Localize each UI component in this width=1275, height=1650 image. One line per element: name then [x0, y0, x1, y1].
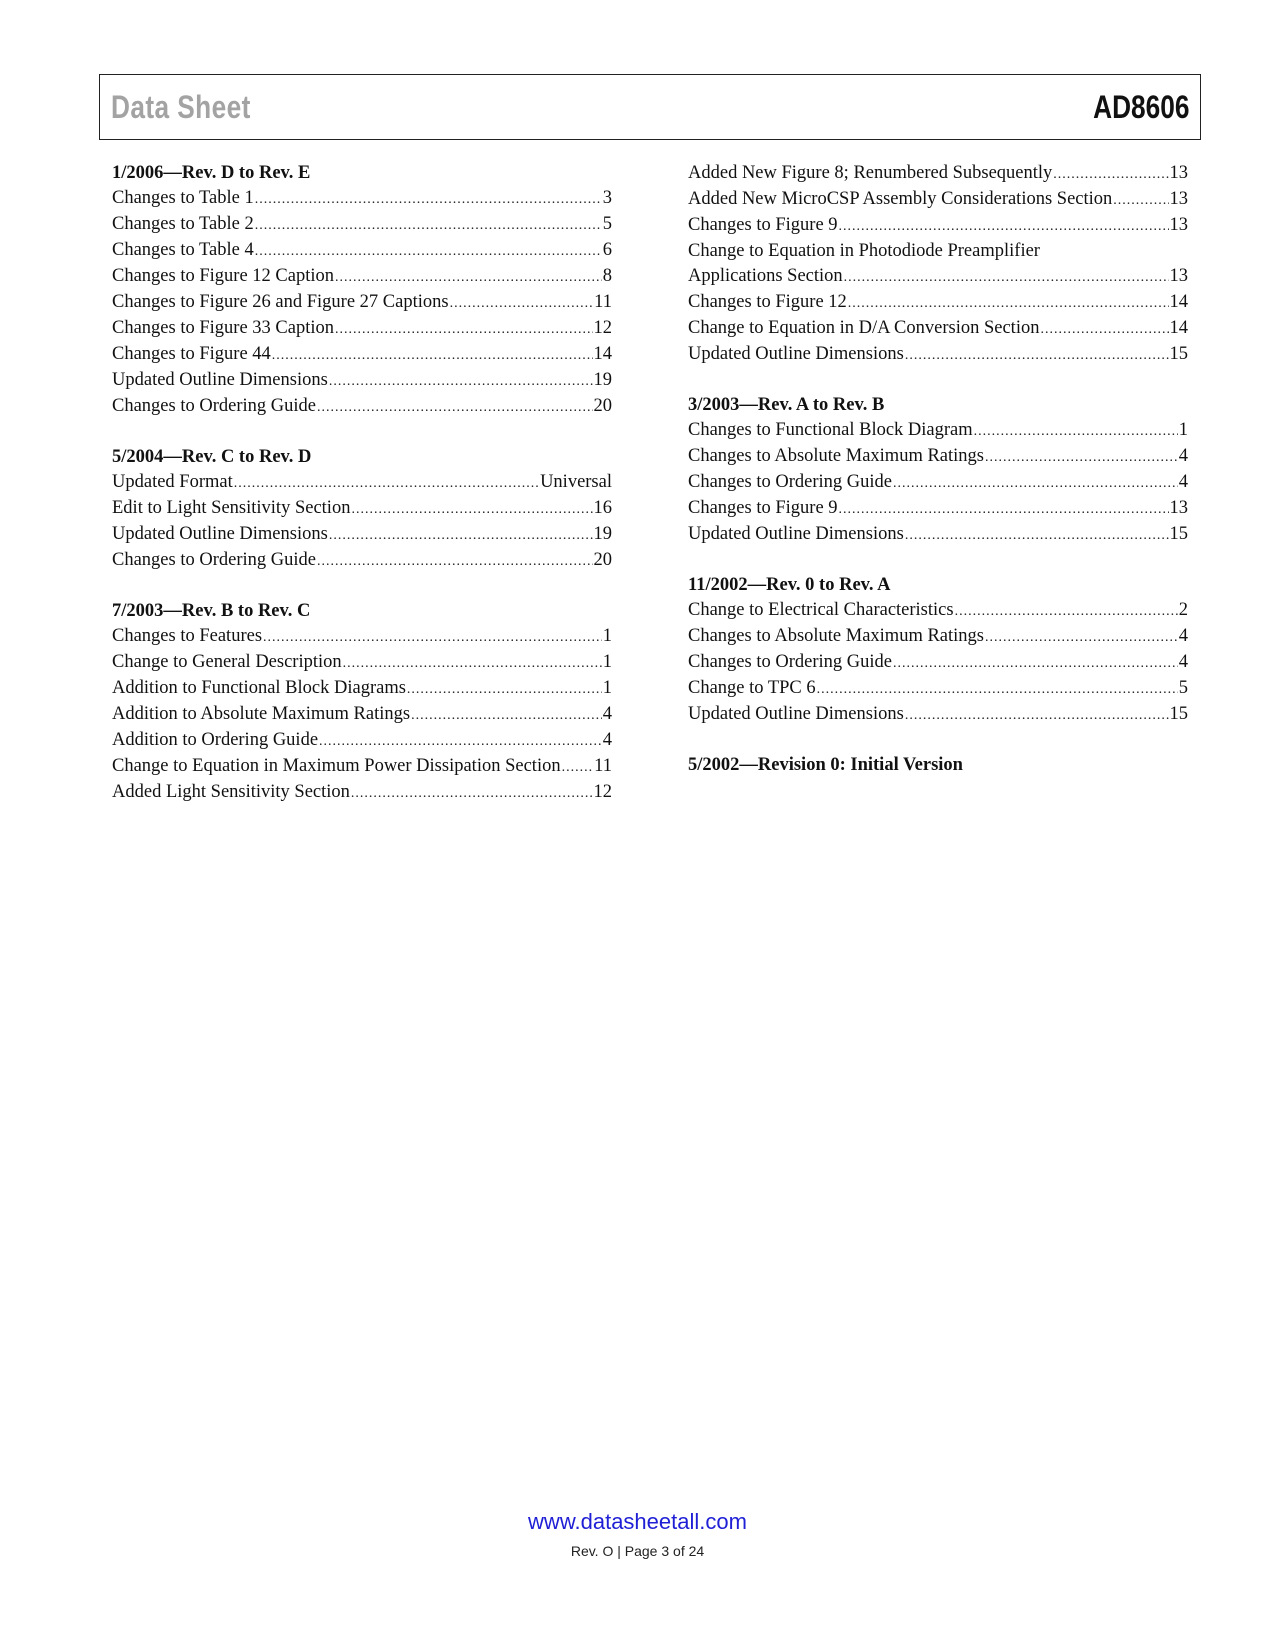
revision-entry-page: 14 — [593, 344, 612, 364]
revision-entry-label: Updated Outline Dimensions — [112, 370, 328, 390]
revision-entry-page: 4 — [1178, 446, 1188, 466]
revision-entry — [112, 290, 612, 316]
revision-entry — [688, 213, 1188, 239]
revision-entry — [688, 342, 1188, 368]
revision-entry-page: 1 — [602, 678, 612, 698]
revision-entry-label: Changes to Ordering Guide — [112, 396, 316, 416]
dot-leader — [319, 729, 602, 754]
revision-entry-page: 13 — [1169, 163, 1188, 183]
revision-entry — [112, 342, 612, 368]
revision-entry-label: Updated Format — [112, 472, 233, 492]
revision-entry — [688, 676, 1188, 702]
revision-entry-label: Applications Section — [688, 266, 843, 286]
dot-leader — [1040, 317, 1168, 342]
dot-leader — [335, 317, 593, 342]
revision-section-title: 11/2002—Rev. 0 to Rev. A — [688, 575, 891, 595]
revision-entry-page: 4 — [1178, 472, 1188, 492]
revision-entry — [688, 264, 1188, 290]
revision-entry-page: 15 — [1169, 524, 1188, 544]
revision-history-right-column — [688, 161, 1188, 803]
revision-entry-label: Changes to Ordering Guide — [112, 550, 316, 570]
revision-entry-page: 20 — [593, 550, 612, 570]
revision-entry — [112, 394, 612, 420]
revision-section — [112, 599, 612, 806]
revision-entry — [688, 187, 1188, 213]
revision-entry-page: 14 — [1169, 292, 1188, 312]
revision-entry — [112, 548, 612, 574]
dot-leader — [955, 599, 1178, 624]
dot-leader — [905, 703, 1169, 728]
revision-entry-page: Universal — [540, 472, 612, 492]
revision-entry — [688, 598, 1188, 624]
dot-leader — [407, 677, 602, 702]
dot-leader — [450, 291, 594, 316]
dot-leader — [255, 239, 602, 264]
revision-entry-page: 13 — [1169, 266, 1188, 286]
revision-section — [112, 445, 612, 574]
dot-leader — [817, 677, 1178, 702]
revision-entry-label: Updated Outline Dimensions — [688, 344, 904, 364]
revision-entry-page: 12 — [593, 782, 612, 802]
revision-entry-page: 5 — [1178, 678, 1188, 698]
revision-entry-page: 19 — [593, 370, 612, 390]
revision-entry — [688, 496, 1188, 522]
revision-entry — [688, 316, 1188, 342]
revision-history-left-column — [112, 161, 612, 831]
revision-entry-label: Added New MicroCSP Assembly Considerations Section — [688, 189, 1113, 209]
revision-entry-label: Changes to Figure 33 Caption — [112, 318, 334, 338]
revision-entry — [688, 470, 1188, 496]
dot-leader — [848, 291, 1169, 316]
revision-entry — [688, 444, 1188, 470]
dot-leader — [844, 265, 1169, 290]
revision-entry — [112, 238, 612, 264]
revision-entry-page: 4 — [602, 730, 612, 750]
revision-entry-label: Change to Electrical Characteristics — [688, 600, 954, 620]
revision-entry — [112, 264, 612, 290]
revision-entry-label: Changes to Figure 12 Caption — [112, 266, 334, 286]
revision-entry — [688, 702, 1188, 728]
revision-entry — [688, 418, 1188, 444]
revision-section-title: 3/2003—Rev. A to Rev. B — [688, 395, 885, 415]
revision-section-title: 5/2004—Rev. C to Rev. D — [112, 447, 312, 467]
revision-entry-page: 2 — [1178, 600, 1188, 620]
revision-entry-label: Change to Equation in D/A Conversion Section — [688, 318, 1040, 338]
revision-entry-label: Change to Equation in Maximum Power Dissipation Section — [112, 756, 561, 776]
revision-entry-page: 19 — [593, 524, 612, 544]
revision-section-title: 5/2002—Revision 0: Initial Version — [688, 755, 963, 775]
revision-entry-page: 20 — [593, 396, 612, 416]
revision-entry-page: 12 — [593, 318, 612, 338]
revision-entry-label: Changes to Table 4 — [112, 240, 254, 260]
dot-leader — [985, 625, 1178, 650]
revision-entry-label: Updated Outline Dimensions — [688, 524, 904, 544]
revision-section — [688, 753, 1188, 778]
revision-entry — [688, 161, 1188, 187]
revision-entry — [112, 368, 612, 394]
footer-website-link[interactable]: www.datasheetall.com — [528, 1509, 747, 1534]
dot-leader — [893, 651, 1178, 676]
revision-entry — [112, 676, 612, 702]
page-header — [99, 74, 1201, 140]
dot-leader — [839, 497, 1169, 522]
revision-section — [688, 393, 1188, 548]
revision-entry-label: Updated Outline Dimensions — [688, 704, 904, 724]
dot-leader — [263, 625, 602, 650]
revision-entry-page: 8 — [602, 266, 612, 286]
revision-entry-page: 13 — [1169, 189, 1188, 209]
revision-entry-label: Changes to Figure 9 — [688, 498, 838, 518]
revision-section — [688, 161, 1188, 368]
header-part-number: AD8606 — [1092, 89, 1189, 125]
dot-leader — [343, 651, 602, 676]
dot-leader — [234, 471, 539, 496]
revision-entry-label: Addition to Ordering Guide — [112, 730, 319, 750]
revision-entry — [112, 702, 612, 728]
footer-page-number: Rev. O | Page 3 of 24 — [570, 1543, 705, 1559]
dot-leader — [974, 419, 1178, 444]
revision-entry-label: Changes to Figure 44 — [112, 344, 271, 364]
revision-section-title: 1/2006—Rev. D to Rev. E — [112, 163, 311, 183]
dot-leader — [255, 213, 602, 238]
revision-entry-label: Edit to Light Sensitivity Section — [112, 498, 351, 518]
revision-entry-page: 11 — [594, 292, 612, 312]
revision-entry — [688, 522, 1188, 548]
revision-entry — [688, 624, 1188, 650]
revision-entry — [112, 522, 612, 548]
revision-entry-page: 1 — [602, 626, 612, 646]
revision-entry — [112, 728, 612, 754]
dot-leader — [562, 755, 594, 780]
revision-entry-page: 14 — [1169, 318, 1188, 338]
dot-leader — [329, 523, 593, 548]
revision-section-title: 7/2003—Rev. B to Rev. C — [112, 601, 311, 621]
dot-leader — [329, 369, 593, 394]
revision-entry — [112, 470, 612, 496]
revision-entry-label: Addition to Functional Block Diagrams — [112, 678, 406, 698]
revision-entry-label: Added New Figure 8; Renumbered Subsequently — [688, 163, 1053, 183]
revision-entry-label: Changes to Figure 9 — [688, 215, 838, 235]
revision-entry — [112, 780, 612, 806]
revision-entry-label: Changes to Ordering Guide — [688, 472, 892, 492]
revision-section — [112, 161, 612, 420]
revision-entry-page: 1 — [1178, 420, 1188, 440]
dot-leader — [905, 343, 1169, 368]
dot-leader — [317, 549, 593, 574]
dot-leader — [1113, 188, 1168, 213]
revision-entry — [112, 624, 612, 650]
revision-entry-page: 1 — [602, 652, 612, 672]
dot-leader — [255, 187, 602, 212]
revision-entry-label: Change to General Description — [112, 652, 342, 672]
revision-entry-page: 4 — [602, 704, 612, 724]
revision-entry-page: 15 — [1169, 344, 1188, 364]
dot-leader — [905, 523, 1169, 548]
dot-leader — [317, 395, 593, 420]
revision-section — [688, 573, 1188, 728]
dot-leader — [272, 343, 593, 368]
revision-entry-page: 4 — [1178, 652, 1188, 672]
revision-entry-label: Added Light Sensitivity Section — [112, 782, 350, 802]
revision-entry-label: Changes to Absolute Maximum Ratings — [688, 446, 984, 466]
revision-entry-label: Changes to Functional Block Diagram — [688, 420, 973, 440]
revision-entry — [688, 650, 1188, 676]
revision-entry — [112, 754, 612, 780]
dot-leader — [351, 781, 593, 806]
dot-leader — [411, 703, 602, 728]
revision-entry-label: Addition to Absolute Maximum Ratings — [112, 704, 411, 724]
header-doc-type: Data Sheet — [111, 89, 251, 125]
revision-entry-page: 4 — [1178, 626, 1188, 646]
revision-entry-label: Changes to Figure 26 and Figure 27 Captions — [112, 292, 449, 312]
revision-entry — [112, 650, 612, 676]
revision-entry-page: 16 — [593, 498, 612, 518]
revision-entry-page: 3 — [602, 188, 612, 208]
dot-leader — [985, 445, 1178, 470]
revision-entry-label: Change to Equation in Photodiode Preamplifier — [688, 241, 1040, 261]
revision-entry-page: 5 — [602, 214, 612, 234]
dot-leader — [335, 265, 602, 290]
revision-entry-label: Changes to Absolute Maximum Ratings — [688, 626, 984, 646]
dot-leader — [1053, 162, 1168, 187]
revision-entry-page: 13 — [1169, 215, 1188, 235]
revision-entry — [112, 186, 612, 212]
revision-entry-label: Changes to Features — [112, 626, 263, 646]
revision-entry-label: Changes to Table 1 — [112, 188, 254, 208]
dot-leader — [893, 471, 1178, 496]
revision-entry — [112, 496, 612, 522]
revision-entry-label: Changes to Table 2 — [112, 214, 254, 234]
dot-leader — [839, 214, 1169, 239]
dot-leader — [351, 497, 592, 522]
revision-entry-label: Updated Outline Dimensions — [112, 524, 328, 544]
revision-entry — [112, 212, 612, 238]
revision-entry-page: 13 — [1169, 498, 1188, 518]
revision-entry-page: 15 — [1169, 704, 1188, 724]
revision-entry — [688, 290, 1188, 316]
revision-entry-label: Changes to Figure 12 — [688, 292, 847, 312]
revision-entry-page: 6 — [602, 240, 612, 260]
revision-entry-page: 11 — [594, 756, 612, 776]
revision-entry-label: Changes to Ordering Guide — [688, 652, 892, 672]
revision-entry — [112, 316, 612, 342]
revision-entry-label: Change to TPC 6 — [688, 678, 816, 698]
